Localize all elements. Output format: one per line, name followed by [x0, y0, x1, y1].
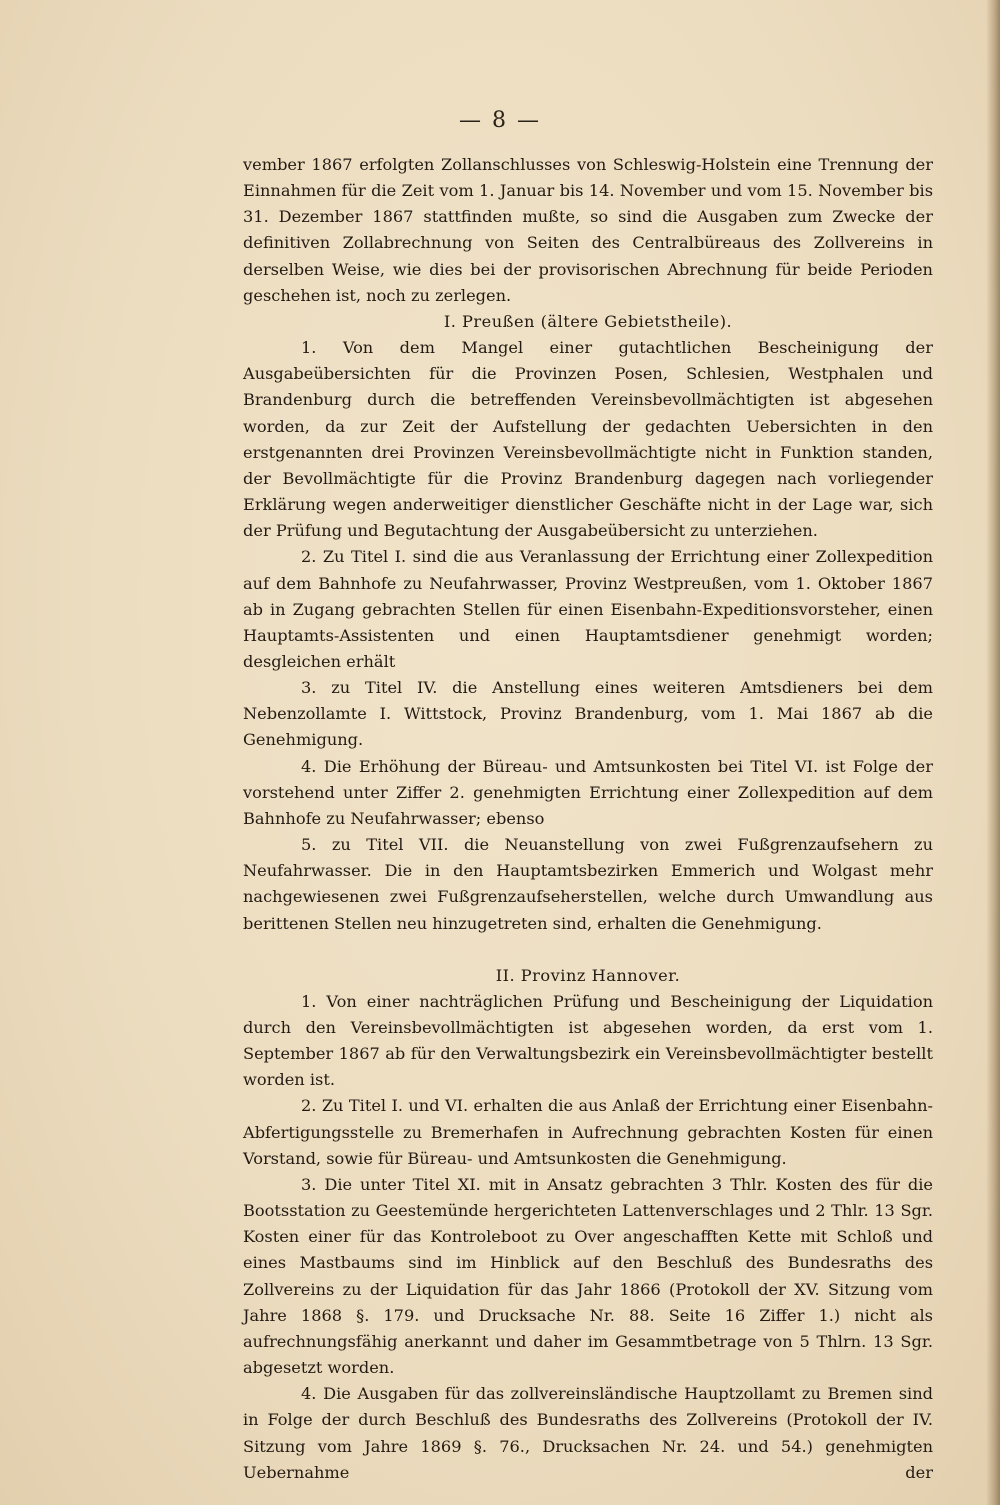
paragraph-hannover-3: 3. Die unter Titel XI. mit in Ansatz gebrachten 3 Thlr. Kosten des für die Bootsstation zu Geestemünde hergerichteten Lattenverschlages und 2 Thlr. 13 Sgr. Kosten einer für das Kontroleboot zu Over angeschafften Kette mit Schloß und eines Mastbaums sind im Hinblick auf den Beschluß des Bundesraths des Zollvereins zu der Liquidation für das Jahr 1866 (Protokoll der XV. Sitzung vom Jahre 1868 §. 179. und Drucksache Nr. 88. Seite 16 Ziffer 1.) nicht als aufrechnungsfähig anerkannt und daher im Gesammtbetrage von 5 Thlrn. 13 Sgr. abgesetzt worden. [243, 1174, 933, 1378]
paragraph-prussia-3: 3. zu Titel IV. die Anstellung eines weiteren Amtsdieners bei dem Nebenzollamte I. Wittstock, Provinz Brandenburg, vom 1. Mai 1867 ab die Genehmigung. [243, 678, 933, 750]
page-number: — 8 — [459, 108, 541, 133]
paragraph-prussia-5: 5. zu Titel VII. die Neuanstellung von zwei Fußgrenzaufsehern zu Neufahrwasser. Die in den Hauptamtsbezirken Emmerich und Wolgast mehr nachgewiesenen zwei Fußgrenzaufseherstellen, welche durch Umwandlung aus berittenen Stellen neu hinzugetreten sind, erhalten die Genehmigung. [243, 835, 933, 933]
paragraph-prussia-1: 1. Von dem Mangel einer gutachtlichen Bescheinigung der Ausgabeübersichten für die Provinzen Posen, Schlesien, Westphalen und Brandenburg durch die betreffenden Vereinsbevollmächtigten ist abgesehen worden, da zur Zeit der Aufstellung der gedachten Uebersichten in den erstgenannten drei Provinzen Vereinsbevollmächtigte nicht in Funktion standen, der Bevollmächtigte für die Provinz Brandenburg dagegen nach vorliegender Erklärung wegen anderweitiger dienstlicher Geschäfte nicht in der Lage war, sich der Prüfung und Begutachtung der Ausgabeübersicht zu unterziehen. [243, 338, 933, 541]
section-heading-hannover: II. Provinz Hannover. [495, 965, 681, 985]
intro-paragraph: vember 1867 erfolgten Zollanschlusses von Schleswig-Holstein eine Trennung der Einnahmen für die Zeit vom 1. Januar bis 14. November und vom 15. November bis 31. Dezember 1867 stattfinden mußte, so sind die Ausgaben zum Zwecke der definitiven Zollabrechnung von Seiten des Centralbüreaus des Zollvereins in derselben Weise, wie dies bei der provisorischen Abrechnung für beide Perioden geschehen ist, noch zu zerlegen. [243, 155, 933, 305]
paragraph-prussia-2: 2. Zu Titel I. sind die aus Veranlassung der Errichtung einer Zollexpedition auf dem Bahnhofe zu Neufahrwasser, Provinz Westpreußen, vom 1. Oktober 1867 ab in Zugang gebrachten Stellen für einen Eisenbahn-Expeditionsvorsteher, einen Hauptamts-Assistenten und einen Hauptamtsdiener genehmigt worden; desgleichen erhält [243, 547, 933, 671]
section-heading-prussia: I. Preußen (ältere Gebietstheile). [443, 311, 733, 331]
paragraph-hannover-2: 2. Zu Titel I. und VI. erhalten die aus Anlaß der Errichtung einer Eisenbahn-Abfertigungsstelle zu Bremerhafen in Aufrechnung gebrachten Kosten für einen Vorstand, sowie für Büreau- und Amtsunkosten die Genehmigung. [243, 1096, 933, 1168]
paragraph-hannover-4: 4. Die Ausgaben für das zollvereinsländische Hauptzollamt zu Bremen sind in Folge der durch Beschluß des Bundesraths des Zollvereins (Protokoll der IV. Sitzung vom Jahre 1869 §. 76., Drucksachen Nr. 24. und 54.) genehmigten Uebernahme der [243, 1384, 933, 1482]
paragraph-prussia-4: 4. Die Erhöhung der Büreau- und Amtsunkosten bei Titel VI. ist Folge der vorstehend unter Ziffer 2. genehmigten Errichtung einer Zollexpedition auf dem Bahnhofe zu Neufahrwasser; ebenso [243, 756, 933, 828]
document-body [243, 152, 933, 1486]
paragraph-hannover-1: 1. Von einer nachträglichen Prüfung und Bescheinigung der Liquidation durch den Vereinsbevollmächtigten ist abgesehen worden, da erst vom 1. September 1867 ab für den Verwaltungsbezirk ein Vereinsbevollmächtigter bestellt worden ist. [243, 991, 933, 1090]
page-edge-shadow [986, 0, 1000, 1505]
